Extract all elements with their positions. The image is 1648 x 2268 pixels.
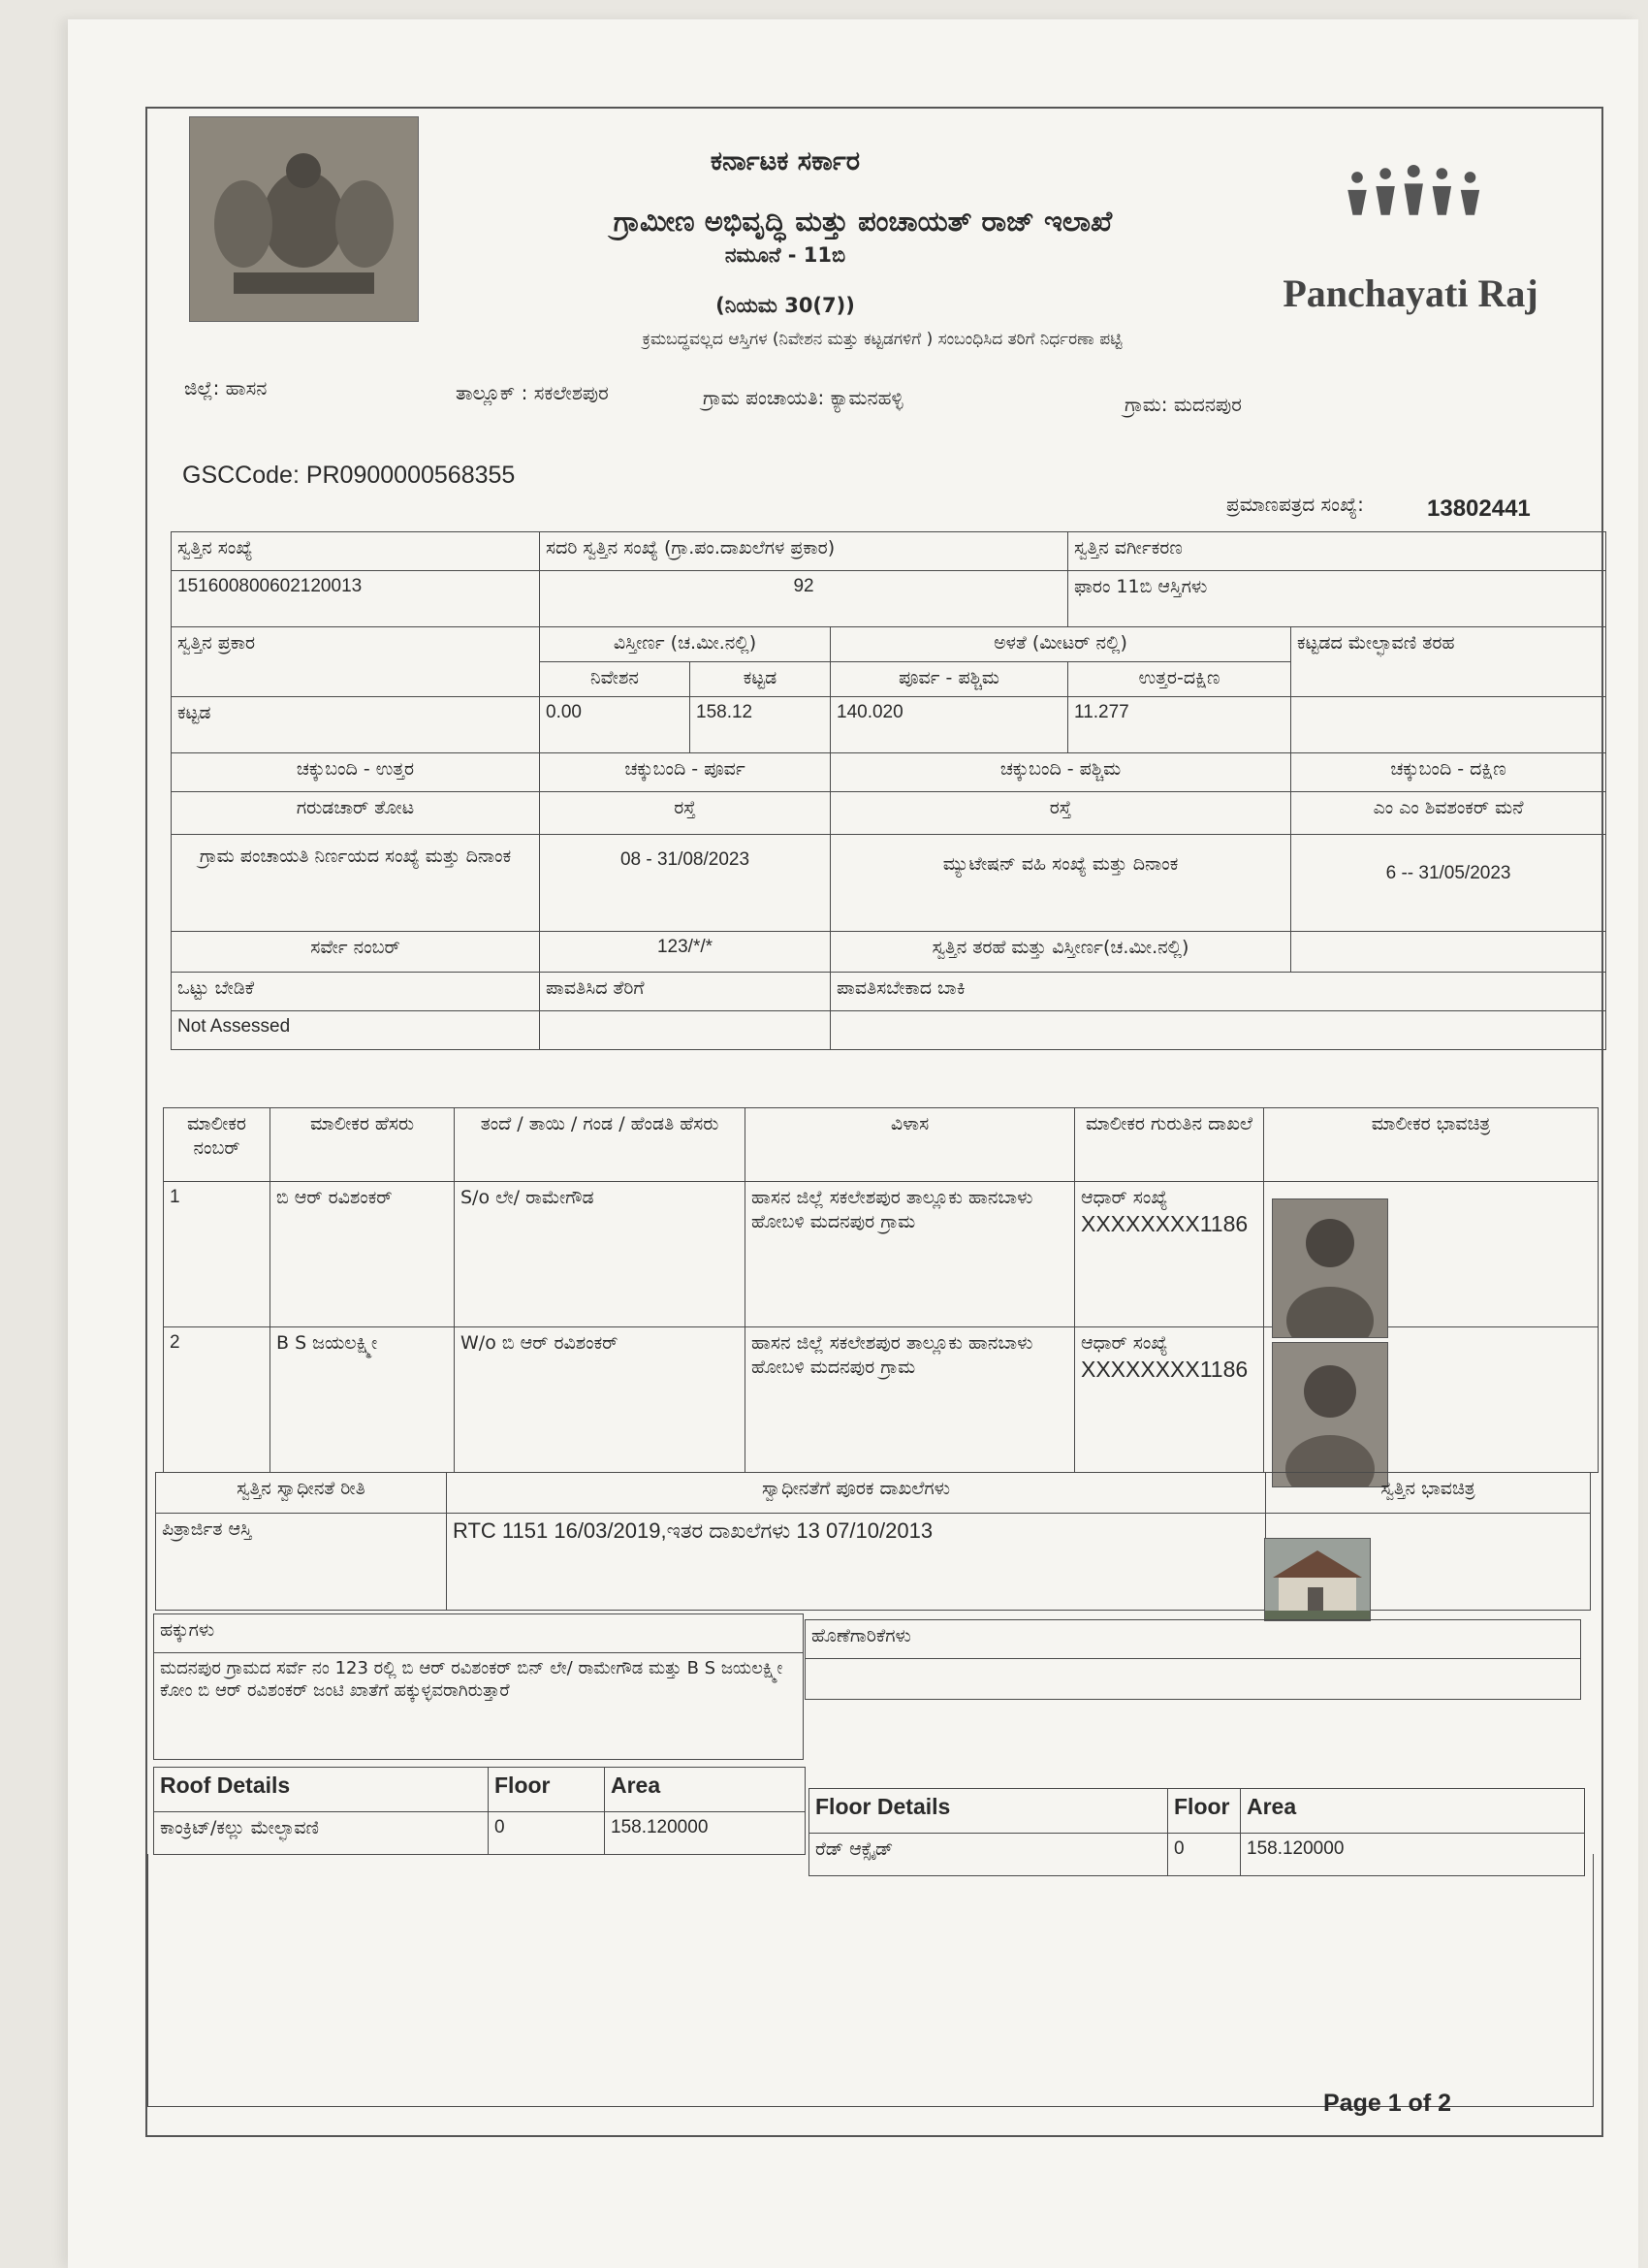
form-subtitle: ಕ್ರಮಬದ್ಧವಲ್ಲದ ಆಸ್ತಿಗಳ (ನಿವೇಶನ ಮತ್ತು ಕಟ್ಟಡಗಳಿಗೆ ) ಸಂಬಂಧಿಸಿದ ತರಿಗೆ ನಿರ್ಧರಣಾ ಪಟ್ಟಿ (642, 330, 1123, 349)
owner-id-type: ಆಧಾರ್ ಸಂಖ್ಯೆ (1081, 1187, 1168, 1208)
boundary-south-label: ಚಕ್ಕುಬಂದಿ - ದಕ್ಷಿಣ (1291, 753, 1606, 792)
gp-number-value: 92 (540, 571, 1068, 627)
area-label: ವಿಸ್ತೀರ್ಣ (ಚ.ಮೀ.ನಲ್ಲಿ) (540, 627, 831, 662)
owner-no: 2 (164, 1327, 270, 1473)
north-south-label: ಉತ್ತರ-ದಕ್ಷಿಣ (1068, 662, 1291, 697)
gram-panchayat: ಗ್ರಾಮ ಪಂಚಾಯತಿ: ಕ್ಯಾಮನಹಳ್ಳಿ (703, 386, 903, 409)
property-photo-label: ಸ್ವತ್ತಿನ ಭಾವಚಿತ್ರ (1266, 1473, 1591, 1514)
rights-value: ಮದನಪುರ ಗ್ರಾಮದ ಸರ್ವೆ ನಂ 123 ರಲ್ಲಿ ಬಿ ಆರ್ ರವಿಶಂಕರ್ ಬಿನ್ ಲೇ/ ರಾಮೇಗೌಡ ಮತ್ತು B S ಜಯಲಕ್ಷ್ಮೀ ಕೋಂ ಬಿ ಆರ್ ರವಿಶಂಕರ್ ಜಂಟಿ ಖಾತೆಗೆ ಹಕ್ಕುಳ್ಳವರಾಗಿರುತ್ತಾರೆ (154, 1653, 804, 1760)
owner-no: 1 (164, 1182, 270, 1327)
blank-area (147, 1854, 1594, 2107)
liabilities-table (805, 1619, 1581, 1700)
total-demand-label: ಒಟ್ಟು ಬೇಡಿಕೆ (172, 973, 540, 1011)
floor-floor-label: Floor (1168, 1789, 1241, 1834)
village: ಗ್ರಾಮ: ಮದನಪುರ (1125, 393, 1242, 416)
roof-floor-value: 0 (489, 1812, 605, 1855)
owner-relation: W/o ಬಿ ಆರ್ ರವಿಶಂಕರ್ (455, 1327, 745, 1473)
ownership-type-label: ಸ್ವತ್ತಿನ ಸ್ವಾಧೀನತೆ ರೀತಿ (156, 1473, 447, 1514)
id-doc-header: ಮಾಲೀಕರ ಗುರುತಿನ ದಾಖಲೆ (1075, 1108, 1264, 1182)
logo-text: Panchayati Raj (1283, 272, 1538, 315)
tax-paid-label: ಪಾವತಿಸಿದ ತೆರಿಗೆ (540, 973, 831, 1011)
gsc-code: GSCCode: PR0900000568355 (182, 462, 516, 489)
roof-type-value: ಕಾಂಕ್ರಿಟ್/ಕಲ್ಲು ಮೇಲ್ಛಾವಣಿ (154, 1812, 489, 1855)
rights-label: ಹಕ್ಕುಗಳು (154, 1614, 804, 1653)
balance-label: ಪಾವತಿಸಬೇಕಾದ ಬಾಕಿ (831, 973, 1606, 1011)
supporting-docs-value: RTC 1151 16/03/2019,ಇತರ ದಾಖಲೆಗಳು 13 07/10/2013 (447, 1514, 1266, 1611)
certificate-label: ಪ್ರಮಾಣಪತ್ರದ ಸಂಖ್ಯೆ: (1226, 493, 1364, 516)
property-type-label: ಸ್ವತ್ತಿನ ಪ್ರಕಾರ (172, 627, 540, 697)
resolution-value: 08 - 31/08/2023 (540, 835, 831, 932)
boundary-west-label: ಚಕ್ಕುಬಂದಿ - ಪಶ್ಚಿಮ (831, 753, 1291, 792)
ownership-table (155, 1472, 1591, 1611)
owner-id-type: ಆಧಾರ್ ಸಂಖ್ಯೆ (1081, 1332, 1168, 1354)
boundary-west-value: ರಸ್ತೆ (831, 792, 1291, 835)
owner-id (1075, 1327, 1264, 1473)
site-area-value: 0.00 (540, 697, 690, 753)
certificate-number: 13802441 (1427, 495, 1531, 522)
owner-no-header: ಮಾಲೀಕರ ನಂಬರ್ (164, 1108, 270, 1182)
owner-id-number: XXXXXXXX1186 (1081, 1210, 1249, 1236)
boundary-north-label: ಚಕ್ಕುಬಂದಿ - ಉತ್ತರ (172, 753, 540, 792)
east-west-value: 140.020 (831, 697, 1068, 753)
property-type-value: ಕಟ್ಟಡ (172, 697, 540, 753)
boundary-east-value: ರಸ್ತೆ (540, 792, 831, 835)
floor-area-value: 158.120000 (1241, 1834, 1585, 1876)
site-label: ನಿವೇಶನ (540, 662, 690, 697)
roof-details-table (153, 1767, 806, 1855)
total-demand-value: Not Assessed (172, 1011, 540, 1050)
property-id-label: ಸ್ವತ್ತಿನ ಸಂಖ್ಯೆ (172, 532, 540, 571)
form-number: ನಮೂನೆ - 11ಬಿ (724, 243, 846, 267)
owner-relation: S/o ಲೇ/ ರಾಮೇಗೌಡ (455, 1182, 745, 1327)
roof-floor-label: Floor (489, 1768, 605, 1812)
mutation-label: ಮ್ಯುಟೇಷನ್ ವಹಿ ಸಂಖ್ಯೆ ಮತ್ತು ದಿನಾಂಕ (831, 835, 1291, 932)
liabilities-label: ಹೊಣೆಗಾರಿಕೆಗಳು (806, 1620, 1581, 1659)
owner-name-header: ಮಾಲೀಕರ ಹೆಸರು (270, 1108, 455, 1182)
district: ಜಿಲ್ಲೆ: ಹಾಸನ (184, 376, 268, 399)
owner-id (1075, 1182, 1264, 1327)
govt-title: ಕರ್ನಾಟಕ ಸರ್ಕಾರ (710, 146, 861, 176)
property-id-value: 151600800602120013 (172, 571, 540, 627)
boundary-south-value: ಎಂ ಎಂ ಶಿವಶಂಕರ್ ಮನೆ (1291, 792, 1606, 835)
photo-header: ಮಾಲೀಕರ ಭಾವಚಿತ್ರ (1264, 1108, 1599, 1182)
page-number: Page 1 of 2 (1323, 2090, 1451, 2117)
roof-details-label: Roof Details (154, 1768, 489, 1812)
classification-value: ಫಾರಂ 11ಬಿ ಆಸ್ತಿಗಳು (1068, 571, 1606, 627)
owner-id-number: XXXXXXXX1186 (1081, 1356, 1249, 1382)
east-west-label: ಪೂರ್ವ - ಪಶ್ಚಿಮ (831, 662, 1068, 697)
nature-area-label: ಸ್ವತ್ತಿನ ತರಹೆ ಮತ್ತು ವಿಸ್ತೀರ್ಣ(ಚ.ಮೀ.ನಲ್ಲಿ) (831, 932, 1291, 973)
roof-area-label: Area (605, 1768, 806, 1812)
ownership-type-value: ಪಿತ್ರಾರ್ಜಿತ ಆಸ್ತಿ (156, 1514, 447, 1611)
resolution-label: ಗ್ರಾಮ ಪಂಚಾಯತಿ ನಿರ್ಣಯದ ಸಂಖ್ಯೆ ಮತ್ತು ದಿನಾಂಕ (172, 835, 540, 932)
owner-1-photo (1272, 1198, 1388, 1338)
boundary-east-label: ಚಕ್ಕುಬಂದಿ - ಪೂರ್ವ (540, 753, 831, 792)
building-area-value: 158.12 (690, 697, 831, 753)
property-photo (1264, 1538, 1371, 1621)
mutation-value: 6 -- 31/05/2023 (1291, 835, 1606, 932)
owner-2-photo (1272, 1342, 1388, 1487)
relation-header: ತಂದೆ / ತಾಯಿ / ಗಂಡ / ಹೆಂಡತಿ ಹೆಸರು (455, 1108, 745, 1182)
classification-label: ಸ್ವತ್ತಿನ ವರ್ಗೀಕರಣ (1068, 532, 1606, 571)
supporting-docs-label: ಸ್ವಾಧೀನತೆಗೆ ಪೂರಕ ದಾಖಲೆಗಳು (447, 1473, 1266, 1514)
roof-area-value: 158.120000 (605, 1812, 806, 1855)
taluk: ತಾಲ್ಲೂಕ್ : ಸಕಲೇಶಪುರ (456, 381, 609, 404)
survey-value: 123/*/* (540, 932, 831, 973)
owner-name: ಬಿ ಆರ್ ರವಿಶಂಕರ್ (270, 1182, 455, 1327)
karnataka-emblem-image (189, 116, 419, 322)
survey-label: ಸರ್ವೇ ನಂಬರ್ (172, 932, 540, 973)
address-header: ವಿಳಾಸ (745, 1108, 1075, 1182)
rights-table (153, 1613, 804, 1760)
panchayati-raj-logo (1280, 165, 1541, 330)
owner-name: B S ಜಯಲಕ್ಷ್ಮೀ (270, 1327, 455, 1473)
department-title: ಗ್ರಾಮೀಣ ಅಭಿವೃದ್ಧಿ ಮತ್ತು ಪಂಚಾಯತ್ ರಾಜ್ ಇಲಾಖೆ (613, 205, 1113, 238)
rule-number: (ನಿಯಮ 30(7)) (715, 294, 855, 317)
owner-address: ಹಾಸನ ಜಿಲ್ಲೆ ಸಕಲೇಶಪುರ ತಾಲ್ಲೂಕು ಹಾನಬಾಳು ಹೋಬಳಿ ಮದನಪುರ ಗ್ರಾಮ (745, 1327, 1075, 1473)
floor-type-value: ರೆಡ್ ಆಕ್ಸೈಡ್ (809, 1834, 1168, 1876)
floor-details-label: Floor Details (809, 1789, 1168, 1834)
building-label: ಕಟ್ಟಡ (690, 662, 831, 697)
floor-floor-value: 0 (1168, 1834, 1241, 1876)
north-south-value: 11.277 (1068, 697, 1291, 753)
floor-area-label: Area (1241, 1789, 1585, 1834)
property-table (171, 531, 1606, 1050)
dimensions-label: ಅಳತೆ (ಮೀಟರ್ ನಲ್ಲಿ) (831, 627, 1291, 662)
gp-number-label: ಸದರಿ ಸ್ವತ್ತಿನ ಸಂಖ್ಯೆ (ಗ್ರಾ.ಪಂ.ದಾಖಲೆಗಳ ಪ್ರಕಾರ) (540, 532, 1068, 571)
roof-type-label: ಕಟ್ಟಡದ ಮೇಲ್ಛಾವಣಿ ತರಹ (1291, 627, 1606, 697)
boundary-north-value: ಗರುಡಚಾರ್ ತೋಟ (172, 792, 540, 835)
owner-address: ಹಾಸನ ಜಿಲ್ಲೆ ಸಕಲೇಶಪುರ ತಾಲ್ಲೂಕು ಹಾನಬಾಳು ಹೋಬಳಿ ಮದನಪುರ ಗ್ರಾಮ (745, 1182, 1075, 1327)
